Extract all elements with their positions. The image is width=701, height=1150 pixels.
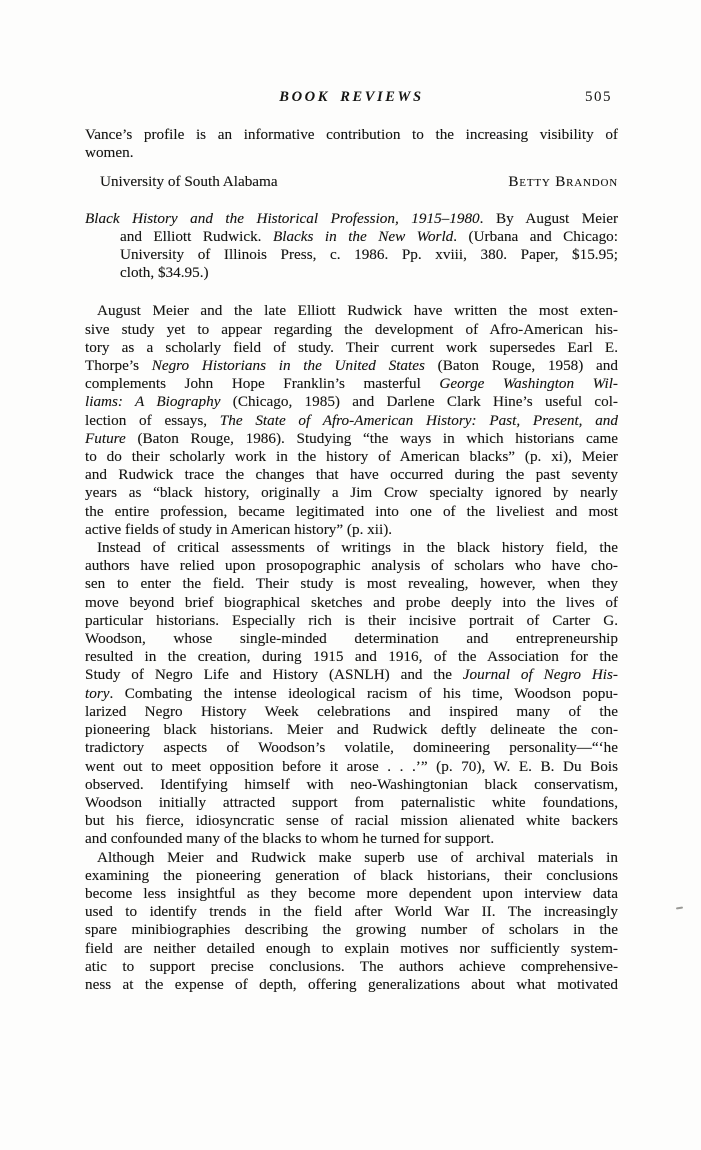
text-line: women. [85,144,134,162]
text-line: and confounded many of the blacks to whom he turned for support. [85,830,495,848]
text-line: Although Meier and Rudwick make superb use of archival materials in [97,848,618,866]
text-line: sen to enter the field. Their study is most revealing, however, when they [85,575,618,593]
text-line: active fields of study in American history” (p. xii). [85,520,393,538]
text-line: atic to support precise conclusions. The authors achieve comprehensive- [85,957,618,975]
text-line: complements John Hope Franklin’s masterful George Washington Wil- [85,375,618,393]
text-line: observed. Identifying himself with neo-Washingtonian black conservatism, [85,775,618,793]
text-line: become less insightful as they become more dependent upon interview data [85,884,618,902]
text-line: ness at the expense of depth, offering generalizations about what motivated [85,975,618,993]
text-line: went out to meet opposition before it arose . . .’” (p. 70), W. E. B. Du Bois [85,757,618,775]
page-number: 505 [585,89,612,105]
text-column [85,88,618,994]
text-line: Woodson initially attracted support from paternalistic white foundations, [85,793,618,811]
page-title: BOOK REVIEWS [279,89,424,105]
text-line: pioneering black historians. Meier and Rudwick deftly delineate the con- [85,721,618,739]
text-line: tory as a scholarly field of study. Their current work supersedes Earl E. [85,338,618,356]
text-line: years as “black history, originally a Jim Crow specialty ignored by nearly [85,484,618,502]
review-paragraph-3 [85,849,618,995]
text-line: Black History and the Historical Profession, 1915–1980. By August Meier [85,209,618,227]
running-head [85,88,618,106]
text-line: Woodson, whose single-minded determination and entrepreneurship [85,630,618,648]
text-line: spare minibiographies describing the growing number of scholars in the [85,921,618,939]
text-line: sive study yet to appear regarding the development of Afro-American his- [85,320,618,338]
text-line: Study of Negro Life and History (ASNLH) and the Journal of Negro His- [85,666,618,684]
scan-artifact [676,907,683,910]
text-line: resulted in the creation, during 1915 and 1916, of the Association for the [85,648,618,666]
text-line: field are neither detailed enough to explain motives nor sufficiently system- [85,939,618,957]
text-line: the entire profession, became legitimated into one of the liveliest and most [85,502,618,520]
text-line: University of Illinois Press, c. 1986. Pp. xviii, 380. Paper, $15.95; [120,246,618,264]
text-line: Future (Baton Rouge, 1986). Studying “the ways in which historians came [85,429,618,447]
review-paragraph-1 [85,302,618,539]
book-citation [85,210,618,283]
reviewer-affiliation: University of South Alabama [100,173,278,191]
text-line: Instead of critical assessments of writings in the black history field, the [97,539,618,557]
text-line: cloth, $34.95.) [120,264,209,282]
text-line: move beyond brief biographical sketches and probe deeply into the lives of [85,593,618,611]
text-line: tory. Combating the intense ideological racism of his time, Woodson popu- [85,684,618,702]
text-line: and Rudwick trace the changes that have occurred during the past seventy [85,466,618,484]
byline [85,173,618,191]
review-paragraph-2 [85,539,618,848]
text-line: authors have relied upon prosopographic analysis of scholars who have cho- [85,557,618,575]
previous-review-closing-paragraph [85,126,618,162]
text-line: examining the pioneering generation of black historians, their conclusions [85,866,618,884]
text-line: used to identify trends in the field after World War II. The increasingly [85,903,618,921]
text-line: Vance’s profile is an informative contribution to the increasing visibility of [85,126,618,143]
text-line: particular historians. Especially rich is their incisive portrait of Carter G. [85,611,618,629]
text-line: larized Negro History Week celebrations and inspired many of the [85,702,618,720]
text-line: Thorpe’s Negro Historians in the United States (Baton Rouge, 1958) and [85,357,618,375]
reviewer-name: Betty Brandon [508,173,618,191]
text-line: to do their scholarly work in the history of American blacks” (p. xi), Meier [85,448,618,466]
text-line: tradictory aspects of Woodson’s volatile, domineering personality—“‘he [85,739,618,757]
text-line: lection of essays, The State of Afro-American History: Past, Present, and [85,411,618,429]
text-line: August Meier and the late Elliott Rudwick have written the most exten- [97,302,618,320]
text-line: but his fierce, idiosyncratic sense of racial mission alienated white backers [85,812,618,830]
text-line: liams: A Biography (Chicago, 1985) and Darlene Clark Hine’s useful col- [85,393,618,411]
text-line: and Elliott Rudwick. Blacks in the New World. (Urbana and Chicago: [120,227,618,245]
